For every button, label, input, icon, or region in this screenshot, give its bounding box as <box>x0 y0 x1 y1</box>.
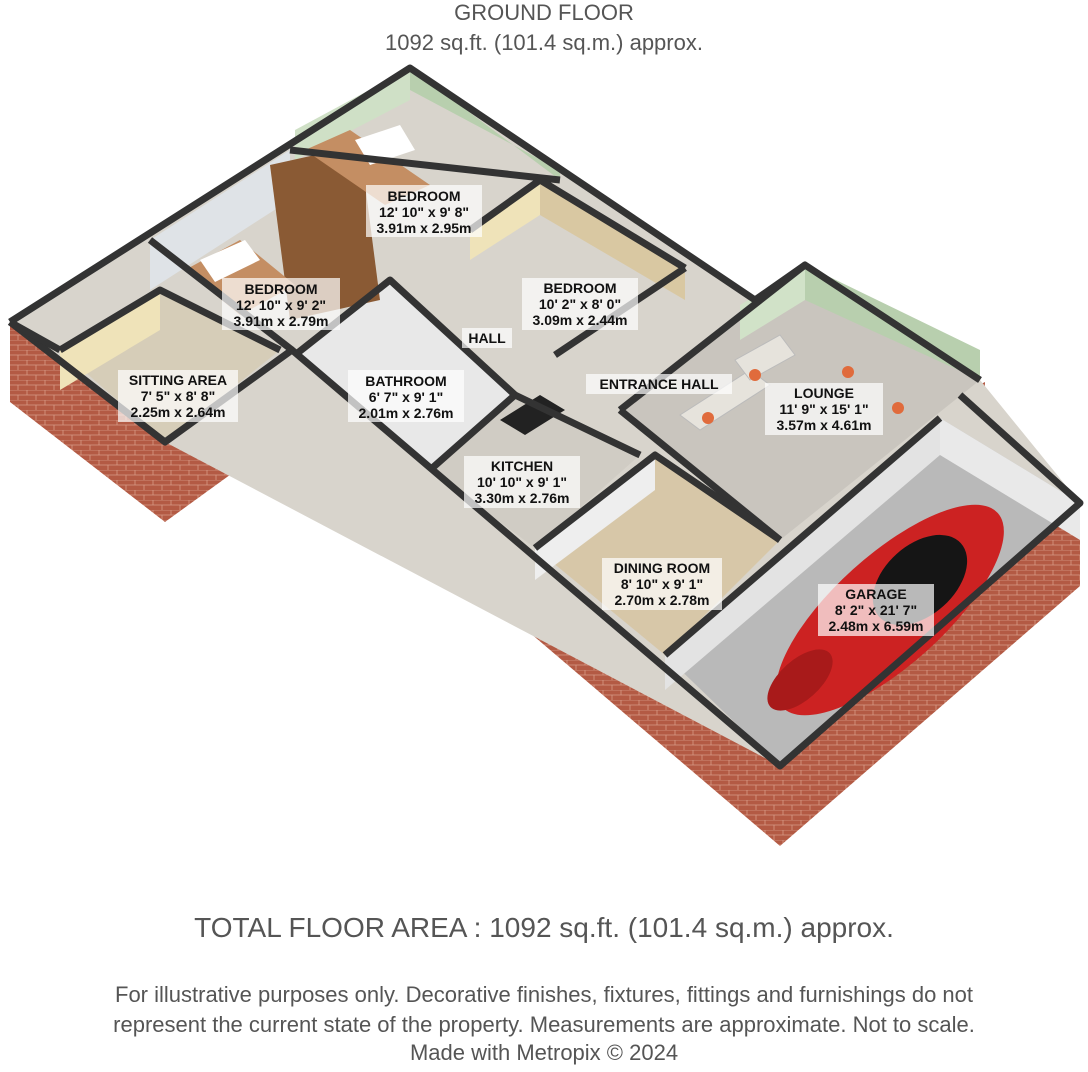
room-label-garage <box>818 584 934 636</box>
svg-text:HALL: HALL <box>468 330 506 346</box>
svg-text:3.57m x 4.61m: 3.57m x 4.61m <box>776 417 872 433</box>
total-floor-area: TOTAL FLOOR AREA : 1092 sq.ft. (101.4 sq.m.) approx. <box>194 912 894 943</box>
room-label-entrance-hall <box>586 374 732 394</box>
disclaimer-line-2: represent the current state of the property. Measurements are approximate. Not to scale. <box>113 1012 975 1037</box>
credit-line: Made with Metropix © 2024 <box>409 1040 679 1065</box>
svg-text:3.09m x 2.44m: 3.09m x 2.44m <box>532 312 628 328</box>
room-label-bedroom-3 <box>522 278 638 330</box>
svg-text:2.70m x 2.78m: 2.70m x 2.78m <box>614 592 710 608</box>
room-label-bedroom-1 <box>366 185 482 237</box>
svg-text:BATHROOM: BATHROOM <box>365 373 447 389</box>
svg-text:7' 5" x 8' 8": 7' 5" x 8' 8" <box>140 388 216 404</box>
svg-text:8' 10" x 9' 1": 8' 10" x 9' 1" <box>620 576 704 592</box>
disclaimer-line-1: For illustrative purposes only. Decorative finishes, fixtures, fittings and furnishings do not <box>115 982 973 1007</box>
svg-text:3.30m x 2.76m: 3.30m x 2.76m <box>474 490 570 506</box>
room-label-hall <box>462 328 512 348</box>
svg-text:LOUNGE: LOUNGE <box>794 385 854 401</box>
svg-text:BEDROOM: BEDROOM <box>244 281 318 297</box>
room-label-bedroom-2 <box>222 278 340 330</box>
floor-title: GROUND FLOOR <box>454 0 634 25</box>
svg-text:3.91m x 2.95m: 3.91m x 2.95m <box>376 220 472 236</box>
svg-text:GARAGE: GARAGE <box>845 586 907 602</box>
svg-text:12' 10" x 9' 8": 12' 10" x 9' 8" <box>379 204 469 220</box>
svg-text:SITTING AREA: SITTING AREA <box>128 372 228 388</box>
svg-text:10' 10" x 9' 1": 10' 10" x 9' 1" <box>477 474 567 490</box>
svg-text:KITCHEN: KITCHEN <box>490 458 554 474</box>
svg-text:3.91m x 2.79m: 3.91m x 2.79m <box>233 313 329 329</box>
svg-text:2.48m x 6.59m: 2.48m x 6.59m <box>828 618 924 634</box>
svg-text:11' 9" x 15' 1": 11' 9" x 15' 1" <box>779 401 869 417</box>
svg-text:DINING ROOM: DINING ROOM <box>613 560 711 576</box>
room-label-sitting-area <box>118 370 238 422</box>
svg-text:6' 7" x 9' 1": 6' 7" x 9' 1" <box>368 389 444 405</box>
room-label-bathroom <box>348 370 464 422</box>
svg-text:8' 2" x 21' 7": 8' 2" x 21' 7" <box>834 602 918 618</box>
svg-text:10' 2" x 8' 0": 10' 2" x 8' 0" <box>538 296 622 312</box>
room-label-kitchen <box>464 456 580 508</box>
svg-text:BEDROOM: BEDROOM <box>543 280 617 296</box>
svg-text:2.01m x 2.76m: 2.01m x 2.76m <box>358 405 454 421</box>
floor-area: 1092 sq.ft. (101.4 sq.m.) approx. <box>385 30 703 55</box>
svg-text:BEDROOM: BEDROOM <box>387 188 461 204</box>
svg-text:12' 10" x 9' 2": 12' 10" x 9' 2" <box>236 297 326 313</box>
room-label-dining-room <box>602 558 722 610</box>
svg-text:2.25m x 2.64m: 2.25m x 2.64m <box>130 404 226 420</box>
svg-text:ENTRANCE HALL: ENTRANCE HALL <box>599 376 719 392</box>
room-label-lounge <box>765 383 883 435</box>
